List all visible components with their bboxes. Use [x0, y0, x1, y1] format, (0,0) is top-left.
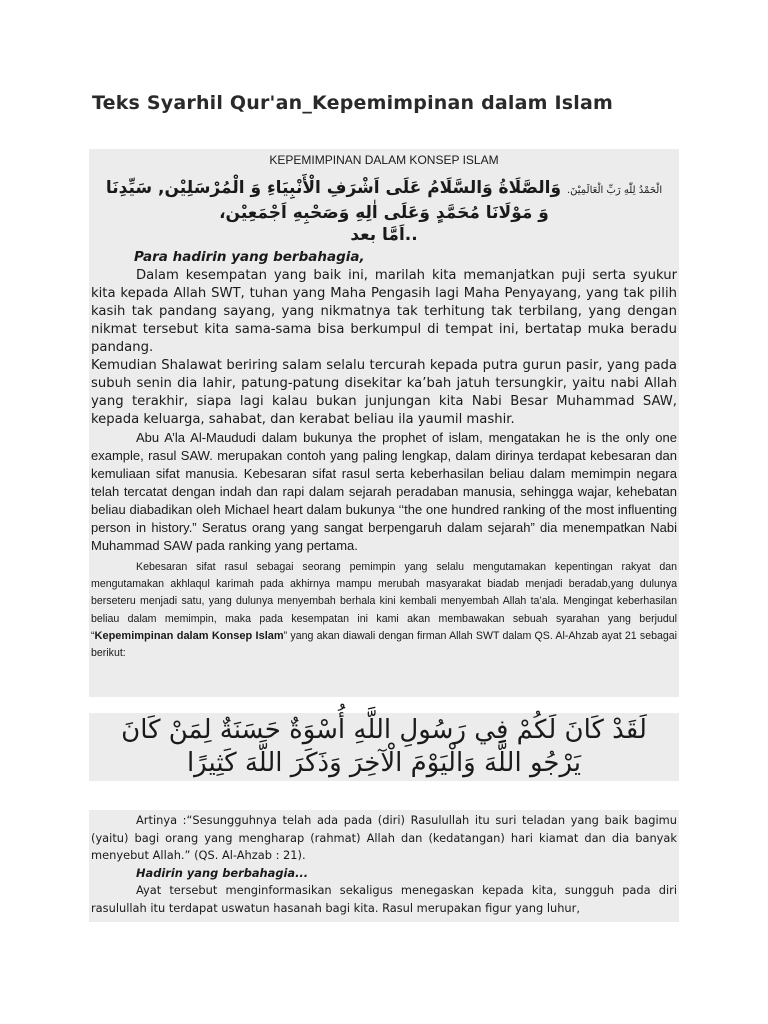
quran-verse [89, 713, 679, 780]
arabic-opening [89, 177, 679, 246]
document-title: Teks Syarhil Qur'an_Kepemimpinan dalam Islam [92, 92, 613, 114]
greeting-line: Para hadirin yang berbahagia, [134, 249, 365, 265]
greeting-line-2: Hadirin yang berbahagia... [136, 865, 309, 880]
paragraph-praise: Dalam kesempatan yang baik ini, marilah kita memanjatkan puji serta syukur kita kepada Allah SWT, tuhan yang Maha Pengasih lagi Maha Penyayang, yang tak pilih kasih tak pandang sayang, yang nikmatnya tak terhitung tak terbilang, yang dengan nikmat tersebut kita sama-sama bisa berkumpul di tempat ini, bertatap muka beradu pandang. [91, 268, 677, 355]
speech-opening-block [89, 149, 679, 697]
paragraph-leadership-text: Kebesaran sifat rasul sebagai seorang pemimpin yang selalu mengutamakan kepentingan rakyat dan mengutamakan akhlaqul karimah pada akhirnya mampu merubah masyarakat biadab menjadi beradab,yang dulunya berseteru menjadi satu, yang dulunya menyembah berhala kini kembali menyembah Allah ta’ala. Mengingat keberhasilan beliau dalam memimpin, maka pada kesempatan ini kami akan membawakan sebuah syarahan yang berjudul “ [91, 561, 677, 642]
quran-verse-line-2: يَرْجُو اللَّهَ وَالْيَوْمَ الْآخِرَ وَذَكَرَ اللَّهَ كَثِيرًا [186, 748, 582, 778]
paragraph-verse-explanation: Ayat tersebut menginformasikan sekaligus menegaskan kepada kita, sungguh pada diri rasulullah itu terdapat uswatun hasanah bagi kita. Rasul merupakan figur yang luhur, [91, 883, 677, 915]
speech-topic-title: Kepemimpinan dalam Konsep Islam [94, 629, 284, 642]
section-heading: KEPEMIMPINAN DALAM KONSEP ISLAM [269, 153, 499, 167]
paragraph-leadership-tail: ” yang akan diawali dengan firman Allah SWT dalam QS. Al-Ahzab ayat 21 sebagai berikut: [91, 629, 678, 660]
arabic-opening-line-1 [89, 177, 679, 202]
arabic-opening-line-3: ..اَمَّا بعد [350, 225, 418, 245]
arabic-opening-line-2: وَ مَوْلَانَا مُحَمَّدٍ وَعَلَى اٰلِهِ وَصَحْبِهِ اَجْمَعِيْن، [219, 203, 549, 223]
arabic-hamdalah: الْحَمْدُ لِلّٰهِ رَبِّ الْعَالَمِيْنَ. [566, 185, 663, 196]
quran-verse-line-1: لَقَدْ كَانَ لَكُمْ فِي رَسُولِ اللَّهِ أُسْوَةٌ حَسَنَةٌ لِمَنْ كَانَ [121, 715, 647, 745]
paragraph-maududi: Abu A’la Al-Maududi dalam bukunya the prophet of islam, mengatakan he is the only one example, rasul SAW. merupakan contoh yang paling lengkap, dalam dirinya terdapat kebesaran dan kemuliaan sifat manusia. Kebesaran sifat rasul serta keberhasilan beliau dalam memimpin negara telah tercatat dengan indah dan rapi dalam sejarah peradaban manusia, sehingga wajar, kehebatan beliau diabadikan oleh Michael heart dalam bukunya ‘‘the one hundred ranking of the most influenting person in history.” Seratus orang yang sangat berpengaruh dalam sejarah” dia menempatkan Nabi Muhammad SAW pada ranking yang pertama. [91, 430, 677, 553]
verse-translation: Artinya :“Sesungguhnya telah ada pada (diri) Rasulullah itu suri teladan yang baik bagimu (yaitu) bagi orang yang mengharap (rahmat) Allah dan (kedatangan) hari kiamat dan dia banyak menyebut Allah.” (QS. Al-Ahzab : 21). [91, 813, 677, 862]
translation-block [89, 810, 679, 922]
paragraph-leadership [91, 559, 677, 662]
quran-verse-block [89, 713, 679, 781]
paragraph-shalawat: Kemudian Shalawat beriring salam selalu tercurah kepada putra gurun pasir, yang pada subuh senin dia lahir, patung-patung disekitar ka’bah jatuh tersungkir, yaitu nabi Allah yang terakhir, siapa lagi kalau bukan junjungan kita Nabi Besar Muhammad SAW, kepada keluarga, sahabat, dan kerabat beliau ila yaumil mashir. [91, 358, 677, 427]
arabic-salawat: وَالصَّلَاةُ وَالسَّلَامُ عَلَى اَشْرَفِ الْأَنْبِيَاءِ وَ الْمُرْسَلِيْن, سَيِّدِنَا [105, 178, 562, 198]
